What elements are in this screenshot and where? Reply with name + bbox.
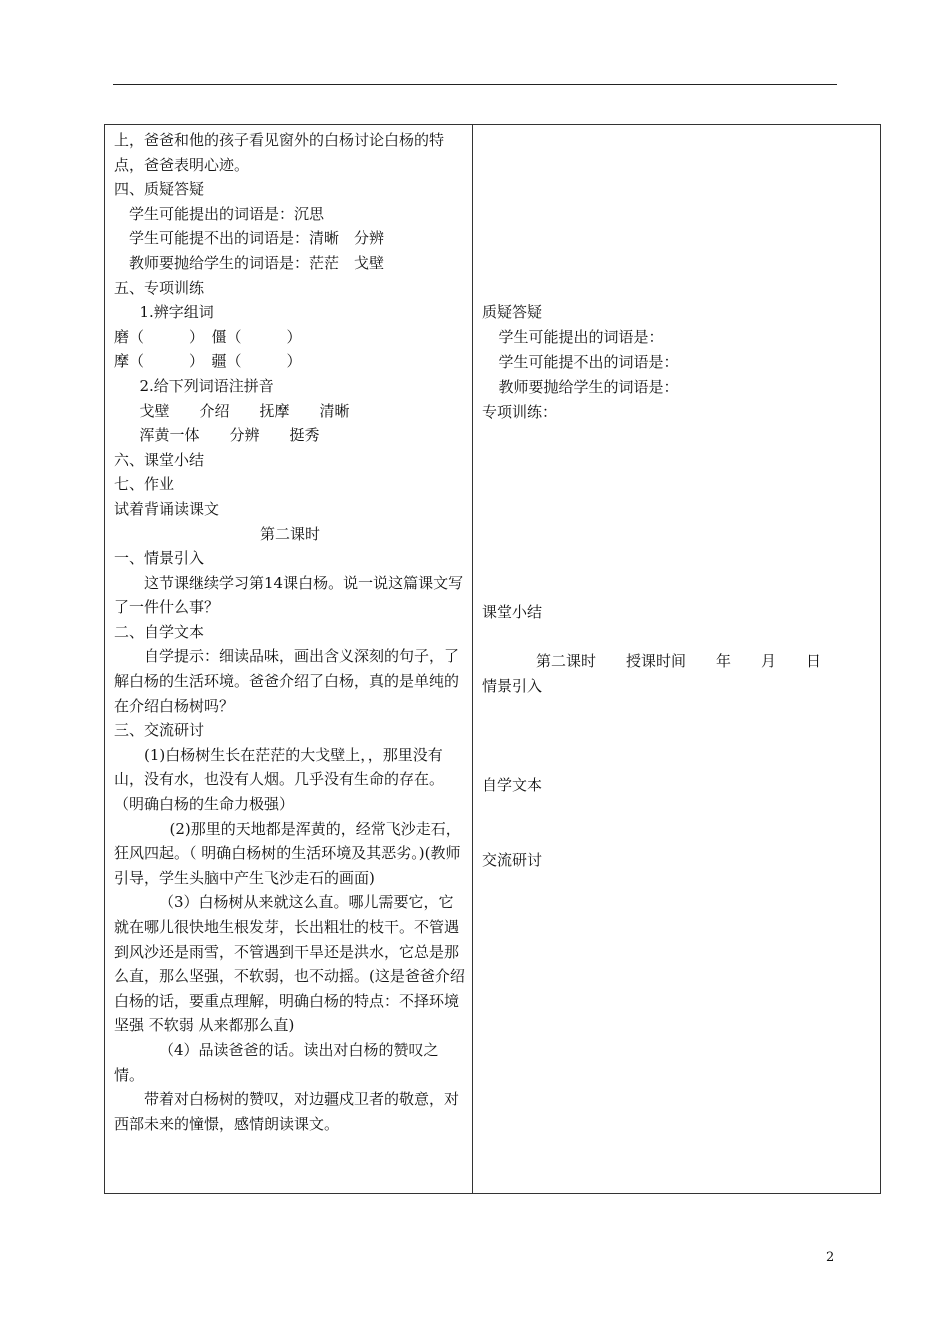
scene-intro-text: 这节课继续学习第14课白杨。说一说这篇课文写了一件什么事？ bbox=[114, 573, 464, 617]
exercise-2-row-2: 浑黄一体 分辨 挺秀 bbox=[139, 426, 320, 445]
discussion-item-1: (1)白杨树生长在茫茫的大戈壁上，，那里没有山，没有水，也没有人烟。几乎没有生命的存在。（明确白杨的生命力极强） bbox=[114, 745, 445, 814]
notes-scene-intro: 情景引入 bbox=[482, 677, 543, 695]
discussion-item-2: (2)那里的天地都是浑黄的，经常飞沙走石，狂风四起。（ 明确白杨树的生活环境及其恶劣。)(教师引导，学生头脑中产生飞沙走石的画面) bbox=[114, 819, 461, 887]
notes-discussion: 交流研讨 bbox=[482, 851, 543, 869]
notes-qa-heading: 质疑答疑 bbox=[482, 303, 543, 321]
notes-self-study: 自学文本 bbox=[482, 776, 543, 794]
notes-summary: 课堂小结 bbox=[482, 603, 543, 621]
exercise-1-title: 1.辨字组词 bbox=[139, 303, 214, 322]
heading-scene-intro: 一、情景引入 bbox=[114, 549, 205, 568]
exercise-2-row-1: 戈壁 介绍 抚摩 清晰 bbox=[139, 401, 350, 420]
lesson-content-column bbox=[114, 128, 466, 1136]
closing-reading: 带着对白杨树的赞叹，对边疆戍卫者的敬意，对西部未来的憧憬，感情朗读课文。 bbox=[114, 1090, 460, 1133]
qa-asked-words: 学生可能提出的词语是：沉思 bbox=[129, 204, 325, 223]
lesson-2-title: 第二课时 bbox=[259, 524, 320, 543]
heading-summary: 六、课堂小结 bbox=[114, 450, 205, 469]
qa-teacher-words: 教师要抛给学生的词语是：茫茫 戈壁 bbox=[129, 253, 385, 272]
heading-self-study: 二、自学文本 bbox=[114, 622, 205, 641]
discussion-item-3: （3）白杨树从来就这么直。哪儿需要它，它就在哪儿很快地生根发芽，长出粗壮的枝干。不管遇到风沙还是雨雪，不管遇到干旱还是洪水，它总是那么直，那么坚强，不软弱，也不动摇。(这是爸爸介绍白杨的话，要重点理解，明确白杨的特点：不择环境 坚强 不软弱 从来都那么直) bbox=[114, 893, 465, 1035]
column-divider bbox=[472, 124, 473, 1194]
notes-training: 专项训练： bbox=[482, 403, 558, 421]
notes-qa-line-2: 学生可能提不出的词语是： bbox=[498, 353, 679, 371]
exercise-1-row-2: 摩（ ） 疆（ ） bbox=[114, 352, 302, 371]
homework-text: 试着背诵读课文 bbox=[114, 499, 220, 518]
page-number: 2 bbox=[826, 1250, 835, 1265]
paragraph-intro-continued: 上，爸爸和他的孩子看见窗外的白杨讨论白杨的特点，爸爸表明心迹。 bbox=[114, 131, 445, 174]
exercise-1-row-1: 磨（ ） 僵（ ） bbox=[114, 327, 302, 346]
exercise-2-title: 2.给下列词语注拼音 bbox=[139, 376, 274, 395]
self-study-text: 自学提示：细读品味，画出含义深刻的句子，了解白杨的生活环境。爸爸介绍了白杨，真的是单纯的在介绍白杨树吗？ bbox=[114, 647, 460, 715]
notes-qa-line-1: 学生可能提出的词语是： bbox=[498, 328, 664, 346]
heading-qa: 四、质疑答疑 bbox=[114, 180, 205, 199]
header-rule bbox=[113, 84, 837, 85]
heading-homework: 七、作业 bbox=[114, 475, 175, 494]
heading-discussion: 三、交流研讨 bbox=[114, 721, 205, 740]
heading-training: 五、专项训练 bbox=[114, 278, 205, 297]
discussion-item-4: （4）品读爸爸的话。读出对白杨的赞叹之情。 bbox=[114, 1040, 439, 1084]
notes-qa-line-3: 教师要抛给学生的词语是： bbox=[498, 378, 679, 396]
qa-unasked-words: 学生可能提不出的词语是：清晰 分辨 bbox=[129, 229, 385, 248]
notes-lesson-2-header: 第二课时 授课时间 年 月 日 bbox=[536, 652, 822, 670]
